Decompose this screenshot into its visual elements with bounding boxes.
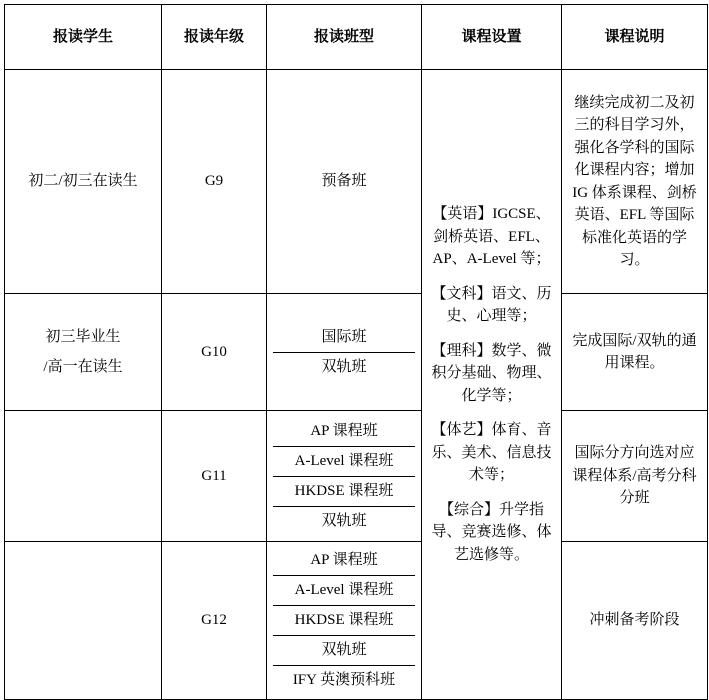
course-setting-science: 【理科】数学、微积分基础、物理、化学等； <box>431 342 552 404</box>
table-row <box>5 542 708 700</box>
class-type-list-g12 <box>273 546 415 695</box>
column-header-student: 报读学生 <box>5 5 162 70</box>
cell-class-g9: 预备班 <box>267 70 422 294</box>
cell-class-g10 <box>267 294 422 411</box>
cell-student-g12 <box>5 542 162 700</box>
course-setting-comprehensive: 【综合】升学指导、竞赛选修、体艺选修等。 <box>431 501 552 563</box>
class-type-item: A-Level 课程班 <box>273 576 415 606</box>
class-type-list-g10 <box>273 323 415 382</box>
cell-description-g10: 完成国际/双轨的通用课程。 <box>562 294 708 411</box>
cell-grade-g12: G12 <box>162 542 267 700</box>
column-header-course-setting: 课程设置 <box>422 5 562 70</box>
cell-grade-g10: G10 <box>162 294 267 411</box>
class-type-item: 双轨班 <box>321 512 367 529</box>
cell-class-g11 <box>267 411 422 542</box>
class-type-item: 国际班 <box>273 323 415 353</box>
class-type-item: IFY 英澳预科班 <box>292 672 396 688</box>
student-line-1: 初三毕业生 <box>45 329 121 345</box>
table-header-row <box>5 5 708 70</box>
column-header-class-type: 报读班型 <box>267 5 422 70</box>
class-type-item: AP 课程班 <box>273 417 415 447</box>
course-setting-pe-arts: 【体艺】体育、音乐、美术、信息技术等； <box>431 422 552 483</box>
column-header-grade: 报读年级 <box>162 5 267 70</box>
column-header-course-description: 课程说明 <box>562 5 708 70</box>
course-table <box>4 4 708 700</box>
cell-description-g9: 继续完成初二及初三的科目学习外，强化各学科的国际化课程内容；增加 IG 体系课程、剑桥英语、EFL 等国际标准化英语的学习。 <box>562 70 708 294</box>
course-setting-english: 【英语】IGCSE、剑桥英语、EFL、AP、A-Level 等； <box>432 206 551 267</box>
class-type-item: 双轨班 <box>273 636 415 666</box>
table-header <box>5 5 708 70</box>
cell-grade-g9: G9 <box>162 70 267 294</box>
table-row <box>5 294 708 411</box>
cell-student-g9: 初二/初三在读生 <box>5 70 162 294</box>
class-type-item: AP 课程班 <box>273 546 415 576</box>
cell-class-g12 <box>267 542 422 700</box>
student-line-2: /高一在读生 <box>43 359 123 375</box>
cell-grade-g11: G11 <box>162 411 267 542</box>
cell-student-g11 <box>5 411 162 542</box>
class-type-item: HKDSE 课程班 <box>273 606 415 636</box>
class-type-item: 双轨班 <box>321 358 367 375</box>
table-row <box>5 70 708 294</box>
cell-description-g11: 国际分方向选对应课程体系/高考分科分班 <box>562 411 708 542</box>
table-body <box>5 70 708 700</box>
class-type-item: HKDSE 课程班 <box>273 476 415 506</box>
course-setting-humanities: 【文科】语文、历史、心理等； <box>431 285 552 324</box>
cell-student-g10 <box>5 294 162 411</box>
table-row <box>5 411 708 542</box>
class-type-list-g11 <box>273 417 415 536</box>
cell-course-setting <box>422 70 562 700</box>
class-type-item: A-Level 课程班 <box>273 446 415 476</box>
course-table-sheet <box>0 4 709 687</box>
cell-description-g12: 冲刺备考阶段 <box>562 542 708 700</box>
